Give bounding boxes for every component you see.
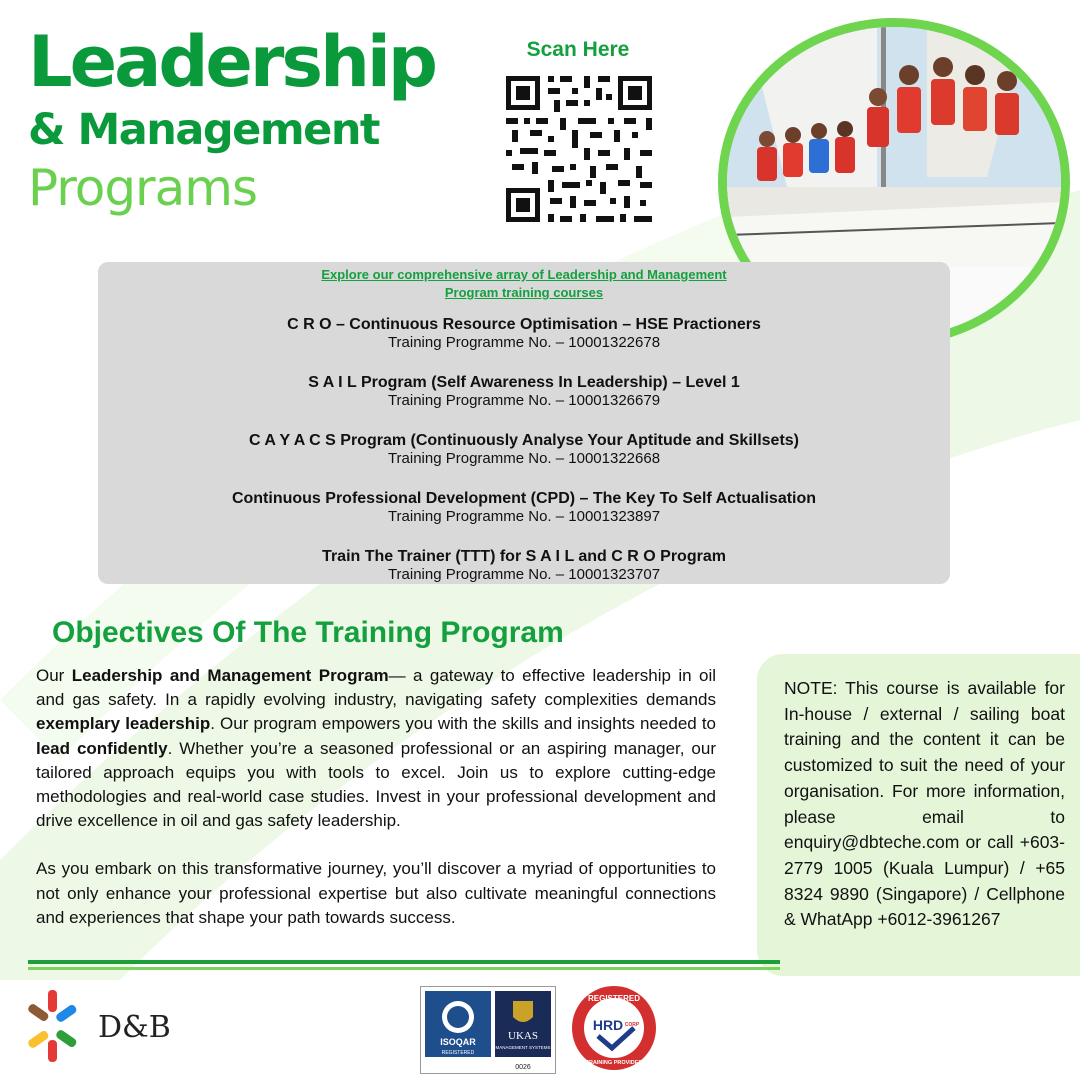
bold-run: lead confidently: [36, 738, 168, 758]
db-brand-name: D&B: [98, 1010, 171, 1045]
program-name: Train The Trainer (TTT) for S A I L and C R O Program: [322, 548, 726, 565]
programs-box: [98, 262, 950, 584]
title-line-programs: Programs: [28, 159, 258, 217]
objectives-paragraph-2: As you embark on this transformative journey, you’ll discover a myriad of opportunities to not only enhance your professional expertise but also cultivate meaningful connections and experiences that shape your path towards success.: [36, 859, 716, 927]
program-item: [98, 490, 950, 526]
note-text: NOTE: This course is available for In-house / external / sailing boat training and the content it can be customized to suit the need of your organisation. For more information, please email to enquiry@dbteche.com or call +603-2779 1005 (Kuala Lumpur) / +65 8324 9890 (Singapore) / Cellphone & WhatApp +6012-3961267: [784, 678, 1065, 930]
isoqar-sub-label: REGISTERED: [441, 1050, 475, 1056]
qr-code-icon: [500, 70, 660, 230]
hrd-top-label: REGISTERED: [587, 994, 641, 1003]
ukas-label: UKAS: [508, 1030, 538, 1042]
program-name: C A Y A C S Program (Continuously Analyse Your Aptitude and Skillsets): [248, 432, 799, 449]
title-line-management: & Management: [28, 105, 379, 155]
scan-here-label: Scan Here: [526, 38, 630, 61]
db-logo-icon: [18, 988, 88, 1064]
program-name: Continuous Professional Development (CPD) – The Key To Self Actualisation: [231, 490, 817, 507]
text-run: — a gateway to effective leadership in oil and gas safety. In a rapidly evolving industry, navigating safety complexities demands: [36, 666, 717, 710]
program-number: Training Programme No. – 10001323897: [387, 508, 661, 525]
divider-line: [28, 967, 780, 970]
program-item: [98, 432, 950, 468]
program-item: [98, 316, 950, 352]
program-number: Training Programme No. – 10001323707: [387, 566, 661, 583]
programs-intro-link[interactable]: Explore our comprehensive array of Leadership and Management Program training courses: [321, 267, 727, 300]
bold-run: Leadership and Management Program: [71, 666, 389, 685]
hrd-corp-label: CORP: [624, 1022, 640, 1028]
program-name: S A I L Program (Self Awareness In Leadership) – Level 1: [308, 374, 740, 391]
program-name: C R O – Continuous Resource Optimisation – HSE Practioners: [287, 316, 761, 333]
hrd-bottom-label: TRAINING PROVIDER: [585, 1060, 643, 1066]
isoqar-ukas-certification-icon: [420, 986, 556, 1074]
text-run: . Our program empowers you with the skills and insights needed to: [210, 714, 716, 734]
text-run: Our: [36, 666, 72, 685]
qr-code[interactable]: [500, 70, 660, 230]
program-number: Training Programme No. – 10001322668: [387, 450, 661, 467]
ukas-sub-label: MANAGEMENT SYSTEMS: [495, 1045, 551, 1050]
program-number: Training Programme No. – 10001326679: [387, 392, 661, 409]
program-item: [98, 374, 950, 410]
page-title: [28, 20, 435, 220]
hrd-mark: HRD: [592, 1017, 624, 1033]
bold-run: exemplary leadership: [36, 714, 211, 734]
program-number: Training Programme No. – 10001322678: [387, 334, 661, 351]
ukas-code: 0026: [515, 1064, 531, 1071]
objectives-heading: Objectives Of The Training Program: [52, 616, 564, 649]
program-item: [98, 548, 950, 584]
text-run: . Whether you’re a seasoned professional or an aspiring manager, our tailored approach equips you with tools to excel. Join us to explore cutting-edge methodologies and real-world case studies. Invest in your professional development and drive excellence in oil and gas safety leadership.: [36, 738, 716, 831]
isoqar-label: ISOQAR: [440, 1037, 476, 1047]
objectives-paragraph-1: [36, 664, 716, 833]
hrd-corp-registered-icon: [568, 984, 660, 1072]
title-line-leadership: Leadership: [28, 21, 436, 103]
divider-line: [28, 960, 780, 964]
objectives-body: [36, 664, 716, 954]
